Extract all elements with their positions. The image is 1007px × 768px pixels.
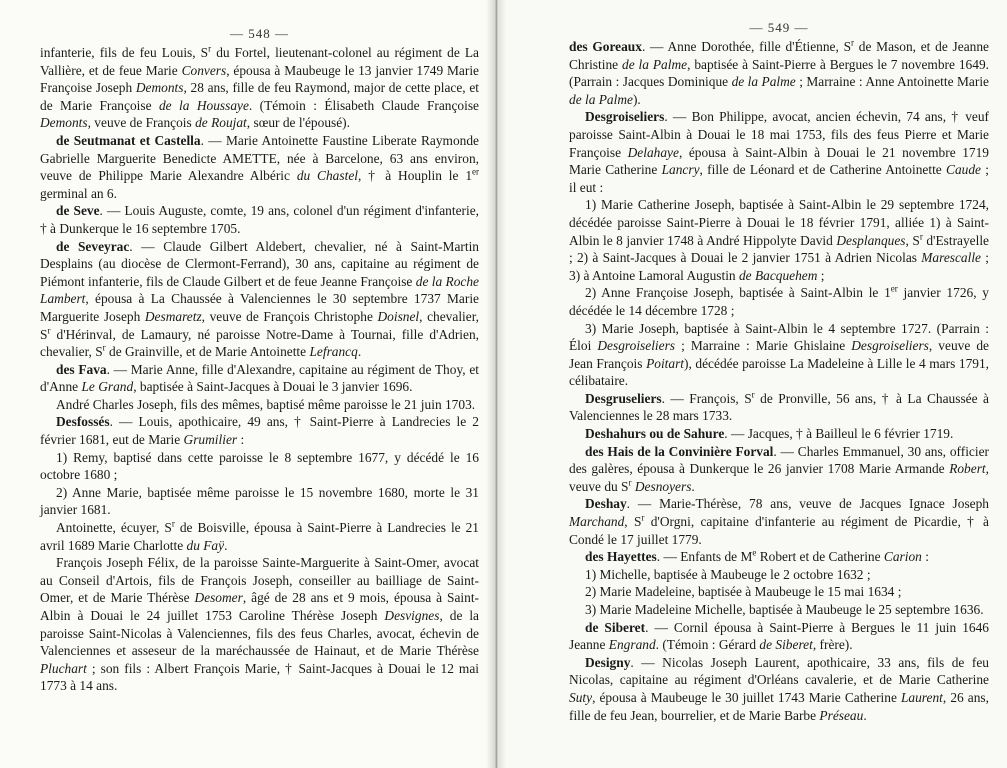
entry-des-fava — [40, 361, 479, 396]
italic-name: Desgroiseliers — [851, 338, 929, 354]
entry-continuation — [40, 44, 479, 132]
text-run: r — [102, 342, 106, 353]
italic-name: Grumilier — [183, 432, 238, 448]
text-run: Antoinette, écuyer, S — [56, 520, 172, 536]
text-run: de Grainville, et de Marie Antoinette — [105, 344, 310, 360]
italic-name: Le Grand — [81, 379, 134, 395]
entry-de-siberet — [569, 619, 989, 654]
text-run: . — François, S — [661, 390, 752, 406]
text-run: . — Anne Dorothée, fille d'Étienne, S — [641, 39, 852, 54]
italic-name: Desplanques — [836, 232, 906, 248]
text-run: . — [357, 344, 362, 360]
text-run: de Mason, et de Jeanne Christine — [569, 39, 989, 72]
italic-name: Carion — [883, 549, 922, 565]
right-page-text — [569, 38, 989, 724]
text-run: , de la paroisse Saint-Nicolas à Valenciennes, fils des feus Charles, avocat, échevin de Valenciennes et asseseur de la maréchaussée de Hainaut, et de Marie Thérèse — [40, 608, 479, 659]
italic-name: Desomer — [194, 590, 243, 606]
text-run: Robert et de Catherine — [756, 549, 884, 565]
text-run: . — Enfants de M — [656, 549, 753, 565]
text-run: . — Jacques, † à Bailleul le 6 février 1719. — [724, 426, 954, 442]
italic-name: Desvignes — [384, 608, 440, 623]
entry-de-seveyrac — [40, 238, 479, 361]
text-run: . — Marie Anne, fille d'Alexandre, capitaine au régiment de Thoy, et d'Anne — [40, 361, 479, 395]
italic-name: de Siberet — [759, 637, 813, 653]
entry-des-hayettes — [569, 548, 989, 566]
text-run: , sœur de l'épousé). — [246, 115, 350, 131]
entry-des-hayettes-2 — [569, 583, 989, 601]
text-run: , épousa à Saint-Albin à Douai le 21 novembre 1719 Marie Catherine — [569, 144, 989, 178]
text-run: , épousa à La Chaussée à Valenciennes le 30 septembre 1737 Marie Marguerite Joseph — [40, 291, 479, 324]
text-run: , 28 ans, fille de feu Raymond, major de cette place, et de Marie Françoise — [40, 80, 479, 113]
italic-name: Doisnel — [377, 308, 420, 324]
italic-name: Poitart — [646, 355, 685, 371]
italic-name: de la Palme — [731, 74, 796, 90]
text-run: , épousa à Maubeuge le 13 janvier 1749 Marie Françoise Joseph — [40, 62, 479, 96]
text-run: . — Bon Philippe, avocat, ancien échevin, 74 ans, † veuf paroisse Saint-Albin à Douai le 18 mai 1753, fils des feus Pierre et Marie Françoise — [569, 109, 989, 160]
text-run: r — [171, 518, 175, 529]
text-run: . (Témoin : Élisabeth Claude Françoise — [248, 97, 479, 113]
text-run: r — [851, 37, 855, 48]
italic-name: du Chastel — [296, 168, 358, 184]
text-run: ; il eut : — [569, 162, 989, 195]
text-run: , frère). — [812, 637, 853, 653]
entry-des-goreaux — [569, 38, 989, 108]
italic-name: de Roujat — [195, 115, 247, 131]
text-run: . — [691, 478, 695, 494]
italic-name: Demonts — [40, 115, 88, 131]
italic-name: Marchand — [569, 514, 625, 530]
left-page-number: — 548 — — [230, 26, 289, 41]
entry-heading: Designy — [585, 654, 631, 670]
text-run: André Charles Joseph, fils des mêmes, baptisé même paroisse le 21 juin 1703. — [56, 396, 476, 412]
text-run: r — [628, 477, 632, 488]
entry-heading: de Seve — [56, 203, 100, 219]
italic-name: Préseau — [819, 707, 864, 723]
text-run: 1) Marie Catherine Joseph, baptisée à Saint-Albin le 29 septembre 1724, décédée paroisse Saint-Pierre à Douai le 18 février 1791, alliée 1) à Saint-Albin le 8 janvier 1748 à André Hippolyte David — [569, 197, 989, 248]
text-run: ). — [632, 91, 641, 107]
text-run: . — Cornil épousa à Saint-Pierre à Bergues le 11 juin 1646 Jeanne — [569, 619, 990, 653]
entry-des-hais — [569, 443, 989, 496]
text-run: , veuve de François — [87, 115, 196, 131]
entry-francois-joseph-felix — [40, 554, 479, 695]
italic-name: Lancry — [661, 162, 700, 178]
entry-andre-charles — [40, 396, 479, 414]
entry-heading: des Hayettes — [585, 549, 657, 565]
text-run: 1) Michelle, baptisée à Maubeuge le 2 octobre 1632 ; — [585, 566, 871, 582]
text-run: infanterie, fils de feu Louis, S — [40, 45, 209, 60]
italic-name: Desnoyers — [634, 478, 692, 494]
text-run: , † à Houplin le 1 — [357, 168, 473, 184]
text-run: , S — [624, 514, 642, 530]
text-run: d'Estrayelle ; 2) à Saint-Jacques à Douai le 2 janvier 1751 à Adrien Nicolas — [569, 232, 989, 266]
text-run: , âgé de 28 ans et 9 mois, épousa à Saint-Albin à Douai le 24 juillet 1753 Caroline Thérèse Joseph — [40, 590, 479, 623]
text-run: , veuve de François Christophe — [201, 308, 378, 324]
italic-name: Robert — [949, 461, 986, 477]
italic-name: Lefrancq — [309, 344, 358, 360]
italic-name: du Faÿ — [186, 537, 225, 553]
text-run: : — [237, 432, 245, 448]
italic-name: Delahaye — [627, 144, 679, 160]
text-run: . — Marie-Thérèse, 78 ans, veuve de Jacques Ignace Joseph — [626, 496, 989, 512]
right-page — [493, 0, 1007, 768]
text-run: , chevalier, S — [40, 308, 479, 342]
text-run: de Boisville, épousa à Saint-Pierre à Landrecies le 21 avril 1689 Marie Charlotte — [40, 520, 480, 553]
entry-desfosses — [40, 413, 479, 448]
text-run: ), décédée paroisse La Madeleine à Lille le 4 mars 1791, célibataire. — [569, 355, 989, 389]
text-run: er — [472, 166, 480, 177]
italic-name: de la Palme — [622, 56, 688, 72]
entry-heading: de Siberet — [585, 619, 646, 635]
left-page-text — [40, 44, 479, 695]
italic-name: Demonts — [135, 80, 184, 96]
entry-heading: des Goreaux — [569, 39, 642, 54]
entry-heading: Desfossés — [56, 414, 110, 430]
text-run: , fille de Léonard et de Catherine Antoinette — [699, 162, 947, 178]
text-run: . (Témoin : Gérard — [655, 637, 760, 653]
text-run: François Joseph Félix, de la paroisse Sainte-Marguerite à Saint-Omer, avocat au Conseil d'Artois, fils de François Joseph, conseiller au bailliage de Saint-Omer, et de Marie Thérèse — [40, 555, 479, 606]
entry-heading: Deshay — [585, 496, 627, 512]
entry-desgroiseliers-1 — [569, 196, 989, 284]
italic-name: Suty — [569, 689, 593, 705]
entry-desgroiseliers-2 — [569, 284, 989, 319]
text-run: r — [751, 389, 755, 400]
text-run: d'Hérinval, de Lamaury, né paroisse Notre-Dame à Tournai, fille d'Adrien, chevalier, S — [40, 326, 479, 360]
entry-designy — [569, 654, 989, 724]
italic-name: Convers — [181, 62, 227, 78]
italic-name: Laurent — [900, 689, 943, 705]
text-run: janvier 1726, y décédée le 14 décembre 1728 ; — [569, 285, 989, 318]
text-run: : — [921, 549, 929, 565]
text-run: . — Nicolas Joseph Laurent, apothicaire, 33 ans, fils de feu Nicolas, capitaine au régiment d'Orléans cavalerie, et de Marie Catherine — [569, 654, 989, 688]
text-run: r — [641, 512, 645, 523]
italic-name: Engrand — [608, 637, 656, 653]
text-run: 2) Marie Madeleine, baptisée à Maubeuge le 15 mai 1634 ; — [585, 584, 902, 600]
italic-name: de la Roche Lambert — [40, 273, 479, 307]
text-run: r — [919, 231, 923, 242]
italic-name: Desgroiseliers — [597, 338, 676, 354]
text-run: ; — [817, 267, 825, 283]
left-page — [0, 0, 493, 768]
text-run: 3) Marie Madeleine Michelle, baptisée à Maubeuge le 25 septembre 1636. — [585, 602, 984, 617]
entry-heading: de Seutmanat et Castella — [56, 132, 201, 148]
text-run: . — Louis, apothicaire, 49 ans, † Saint-Pierre à Landrecies le 2 février 1681, eut de Marie — [40, 414, 479, 448]
text-run: ; 3) à Antoine Lamoral Augustin — [569, 250, 989, 283]
text-run: d'Orgni, capitaine d'infanterie au régiment de Picardie, † à Condé le 17 juillet 1779. — [569, 514, 989, 547]
text-run: germinal an 6. — [40, 185, 117, 201]
entry-heading: de Seveyrac — [56, 238, 130, 254]
text-run: de Pronville, 56 ans, † à La Chaussée à Valenciennes le 28 mars 1733. — [569, 390, 989, 424]
text-run: , veuve du S — [569, 461, 989, 494]
entry-antoinette — [40, 519, 479, 554]
entry-desfosses-1 — [40, 449, 479, 484]
entry-heading: Desgroiseliers — [585, 109, 665, 125]
entry-heading: Deshahurs ou de Sahure — [585, 426, 725, 442]
text-run: , baptisée à Saint-Jacques à Douai le 3 janvier 1696. — [133, 379, 413, 395]
entry-des-hayettes-3 — [569, 601, 989, 619]
right-page-number: — 549 — — [749, 20, 809, 35]
entry-desgruseliers — [569, 390, 989, 425]
text-run: ; Marraine : Marie Ghislaine — [675, 338, 852, 354]
italic-name: Desmaretz — [144, 308, 202, 324]
text-run: . — Marie Antoinette Faustine Liberate Raymonde Gabrielle Marguerite Benedicte AMETTE, née à Barcelone, 63 ans environ, veuve de Philippe Marie Alexandre Albéric — [40, 132, 479, 184]
entry-deshahurs — [569, 425, 989, 443]
text-run: 1) Remy, baptisé dans cette paroisse le 8 septembre 1677, y décédé le 16 octobre 1680 ; — [40, 449, 479, 483]
entry-de-seve — [40, 202, 479, 237]
text-run: 2) Anne Françoise Joseph, baptisée à Saint-Albin le 1 — [585, 285, 891, 301]
italic-name: de la Houssaye — [158, 97, 249, 113]
italic-name: Caude — [946, 162, 981, 178]
text-run: er — [890, 283, 898, 294]
text-run: e — [752, 547, 757, 558]
text-run: ; Marraine : Anne Antoinette Marie — [795, 74, 989, 90]
italic-name: de la Palme — [569, 91, 633, 107]
italic-name: Marescalle — [921, 250, 981, 266]
text-run: . — [863, 707, 867, 723]
entry-de-seutmanat — [40, 132, 479, 202]
italic-name: de Bacquehem — [738, 267, 818, 283]
entry-deshay — [569, 495, 989, 548]
entry-heading: Desgruseliers — [585, 390, 662, 406]
book-gutter — [486, 0, 506, 768]
entry-desgroiseliers-3 — [569, 320, 989, 390]
text-run: , épousa à Maubeuge le 30 juillet 1743 Marie Catherine — [592, 689, 901, 705]
entry-desfosses-2 — [40, 484, 479, 519]
text-run: 2) Anne Marie, baptisée même paroisse le 15 novembre 1680, morte le 31 janvier 1681. — [40, 484, 479, 518]
text-run: , baptisée à Saint-Pierre à Bergues le 7 novembre 1649. (Parrain : Jacques Dominique — [569, 56, 989, 90]
text-run: . — Charles Emmanuel, 30 ans, officier des galères, épousa à Dunkerque le 26 janvier 1708 Marie Armande — [569, 443, 989, 477]
entry-heading: des Hais de la Convinière Forval — [585, 443, 774, 459]
text-run: ; son fils : Albert François Marie, † Saint-Jacques à Douai le 12 mai 1773 à 14 ans. — [40, 660, 479, 694]
italic-name: Pluchart — [40, 660, 87, 676]
text-run: . — [224, 537, 228, 553]
text-run: . — Claude Gilbert Aldebert, chevalier, né à Saint-Martin Desplains (au diocèse de Clermont-Ferrand), 30 ans, capitaine au régiment de Piémont infanterie, fils de Claude Gilbert et de feue Jeanne Françoise — [40, 238, 479, 289]
text-run: , S — [905, 232, 920, 248]
entry-desgroiseliers — [569, 108, 989, 196]
text-run: 3) Marie Joseph, baptisée à Saint-Albin le 4 septembre 1727. (Parrain : Éloi — [569, 320, 989, 354]
text-run: r — [47, 325, 51, 336]
text-run: , 26 ans, fille de feu Jean, bourrelier, et de Marie Barbe — [569, 689, 989, 723]
entry-heading: des Fava — [56, 361, 107, 377]
text-run: r — [208, 43, 212, 54]
text-run: , veuve de Jean François — [569, 338, 989, 371]
text-run: du Fortel, lieutenant-colonel au régiment de La Vallière, et de feue Marie — [40, 45, 480, 78]
entry-des-hayettes-1 — [569, 566, 989, 584]
text-run: . — Louis Auguste, comte, 19 ans, colonel d'un régiment d'infanterie, † à Dunkerque le 16 septembre 1705. — [40, 203, 479, 236]
